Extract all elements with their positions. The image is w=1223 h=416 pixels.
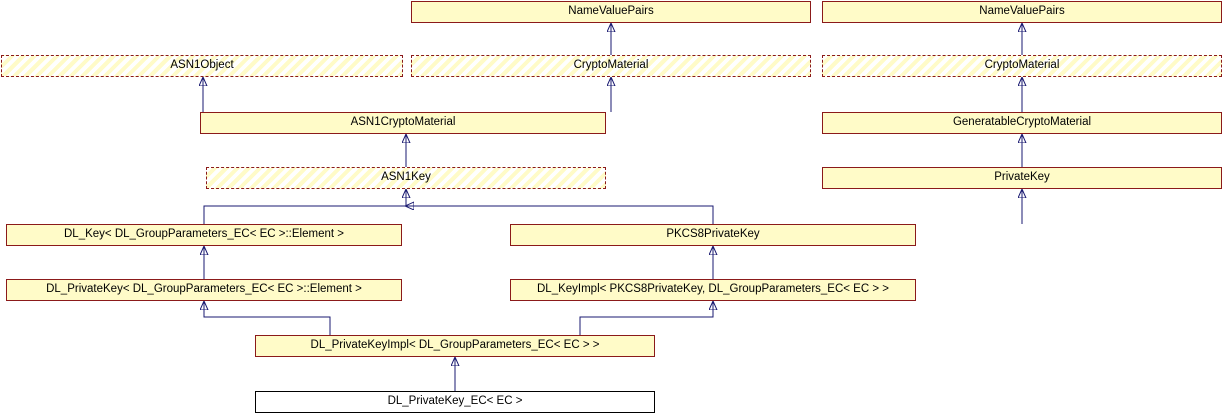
class-node-label: DL_KeyImpl< PKCS8PrivateKey, DL_GroupParameters_EC< EC > > [537,283,889,296]
class-node-label: ASN1CryptoMaterial [350,116,456,129]
class-node-label: CryptoMaterial [984,59,1060,72]
class-node-dl-privatekey[interactable] [6,279,402,301]
class-node-label: NameValuePairs [568,5,654,18]
class-node-label: NameValuePairs [979,5,1065,18]
class-node-label: ASN1Key [381,171,431,184]
class-node-label: ASN1Object [170,59,234,72]
class-node-label: PrivateKey [994,171,1050,184]
class-node-dl-privatekeyimpl[interactable] [255,335,655,357]
class-node-dl-keyimpl[interactable] [510,279,916,301]
class-node-cryptomaterial-left[interactable] [411,55,811,77]
class-node-generatablecryptomaterial[interactable] [822,112,1222,134]
class-node-pkcs8privatekey[interactable] [510,224,916,246]
class-node-dl-privatekey-ec[interactable] [255,391,655,413]
class-node-asn1key[interactable] [206,167,606,189]
class-node-namevaluepairs-right[interactable] [822,1,1222,23]
class-node-privatekey[interactable] [822,167,1222,189]
class-node-label: DL_PrivateKey< DL_GroupParameters_EC< EC >::Element > [46,283,362,296]
class-node-label: DL_PrivateKeyImpl< DL_GroupParameters_EC< EC > > [310,339,600,352]
class-node-label: DL_PrivateKey_EC< EC > [387,395,523,408]
class-node-label: DL_Key< DL_GroupParameters_EC< EC >::Element > [64,228,344,241]
class-node-label: GeneratableCryptoMaterial [952,116,1092,129]
class-node-label: CryptoMaterial [573,59,649,72]
class-node-asn1object[interactable] [1,55,403,77]
class-node-namevaluepairs-left[interactable] [411,1,811,23]
class-node-label: PKCS8PrivateKey [666,228,760,241]
class-node-cryptomaterial-right[interactable] [822,55,1222,77]
class-node-asn1cryptomaterial[interactable] [200,112,606,134]
class-node-dl-key[interactable] [6,224,402,246]
